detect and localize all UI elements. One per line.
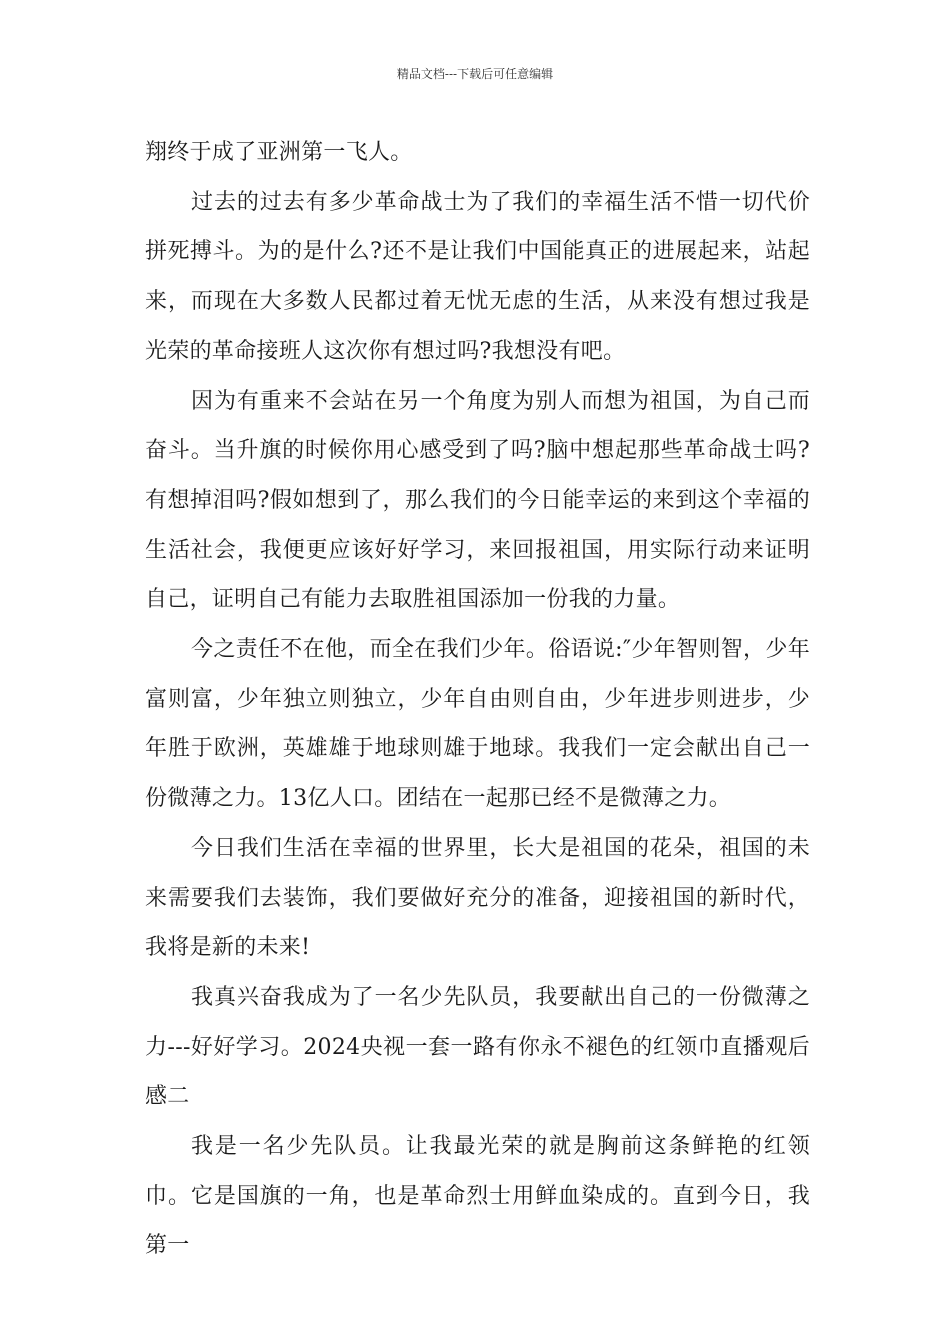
paragraph-6: 我真兴奋我成为了一名少先队员，我要献出自己的一份微薄之力---好好学习。2024央视一套一路有你永不褪色的红领巾直播观后感二 [145, 984, 810, 1110]
body-text [145, 128, 810, 1271]
paragraph-5: 今日我们生活在幸福的世界里，长大是祖国的花朵，祖国的未来需要我们去装饰，我们要做好充分的准备，迎接祖国的新时代，我将是新的未来! [145, 835, 810, 961]
paragraph-3: 因为有重来不会站在另一个角度为别人而想为祖国，为自己而奋斗。当升旗的时候你用心感受到了吗?脑中想起那些革命战士吗?有想掉泪吗?假如想到了，那么我们的今日能幸运的来到这个幸福的生活社会，我便更应该好好学习，来回报祖国，用实际行动来证明自己，证明自己有能力去取胜祖国添加一份我的力量。 [145, 388, 810, 613]
paragraph-7: 我是一名少先队员。让我最光荣的就是胸前这条鲜艳的红领巾。它是国旗的一角，也是革命烈士用鲜血染成的。直到今日，我第一 [145, 1134, 810, 1259]
page-header: 精品文档---下载后可任意编辑 [396, 67, 554, 81]
paragraph-1: 翔终于成了亚洲第一飞人。 [145, 140, 413, 165]
paragraph-4: 今之责任不在他，而全在我们少年。俗语说:″少年智则智，少年富则富，少年独立则独立，少年自由则自由，少年进步则进步，少年胜于欧洲，英雄雄于地球则雄于地球。我我们一定会献出自己一份微薄之力。13亿人口。团结在一起那已经不是微薄之力。 [145, 637, 810, 812]
paragraph-2: 过去的过去有多少革命战士为了我们的幸福生活不惜一切代价拼死搏斗。为的是什么?还不是让我们中国能真正的进展起来，站起来，而现在大多数人民都过着无忧无虑的生活，从来没有想过我是光荣的革命接班人这次你有想过吗?我想没有吧。 [145, 189, 810, 364]
